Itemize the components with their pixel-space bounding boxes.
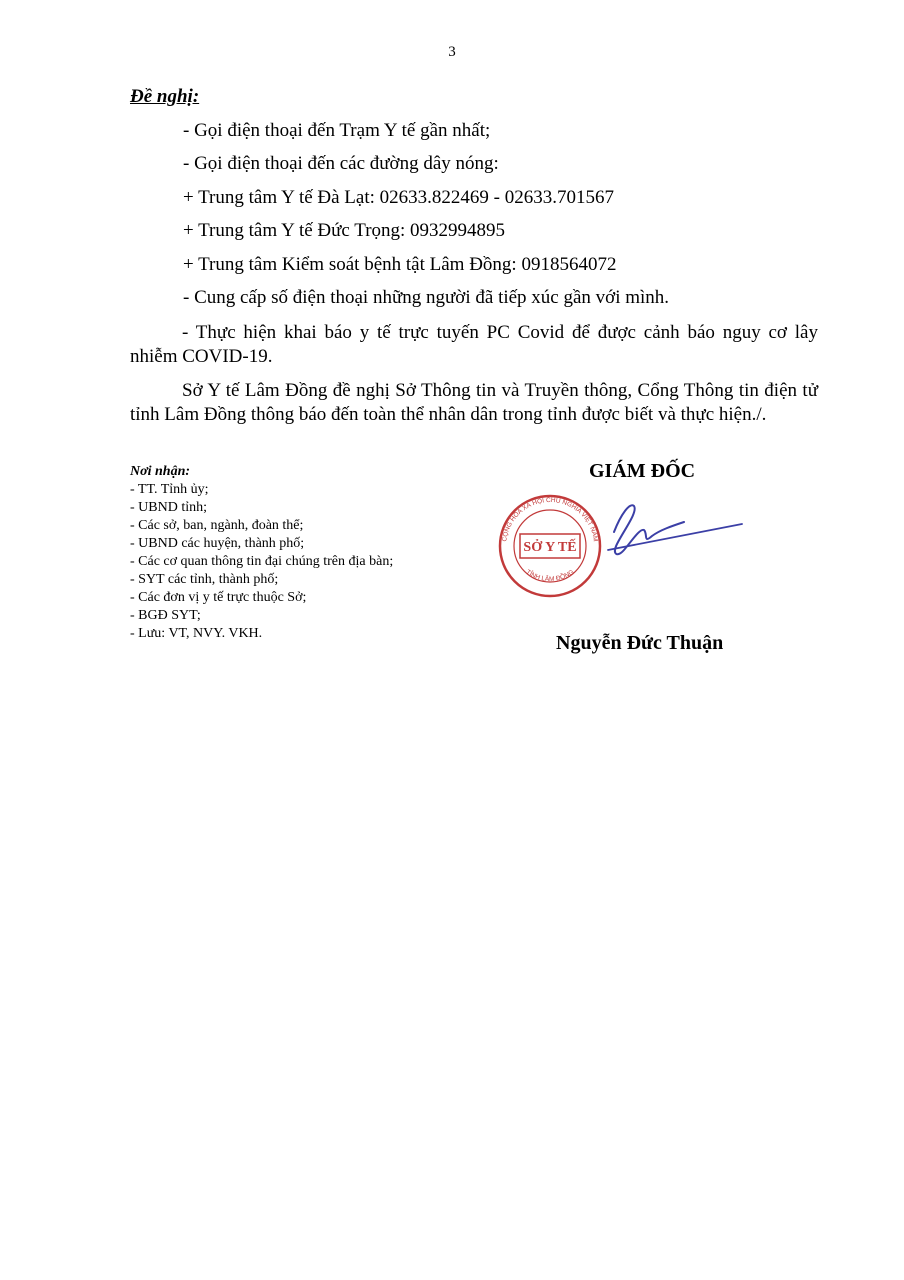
- proposal-heading: Đề nghị:: [130, 86, 200, 107]
- recipient-item: - UBND tỉnh;: [130, 500, 207, 515]
- recipient-item: - Các cơ quan thông tin đại chúng trên địa bàn;: [130, 554, 394, 569]
- signer-title: GIÁM ĐỐC: [589, 460, 696, 482]
- proposal-item-hotline-dalat: + Trung tâm Y tế Đà Lạt: 02633.822469 - 02633.701567: [183, 187, 614, 208]
- recipient-item: - UBND các huyện, thành phố;: [130, 536, 305, 551]
- recipient-item: - Lưu: VT, NVY. VKH.: [130, 626, 263, 641]
- page-number: 3: [448, 44, 456, 60]
- stamp-ring-text: CỘNG HÒA XÃ HỘI CHỦ NGHĨA VIỆT NAM: [501, 496, 599, 543]
- proposal-item-call-station: - Gọi điện thoại đến Trạm Y tế gần nhất;: [183, 120, 491, 141]
- recipient-item: - Các sở, ban, ngành, đoàn thể;: [130, 518, 304, 533]
- closing-paragraph: Sở Y tế Lâm Đồng đề nghị Sở Thông tin và Truyền thông, Cổng Thông tin điện tử tỉnh Lâm Đồng thông báo đến toàn thể nhân dân trong tỉnh được biết và thực hiện./.: [130, 380, 818, 425]
- proposal-item-hotline-ductrong: + Trung tâm Y tế Đức Trọng: 0932994895: [183, 220, 506, 241]
- signer-name: Nguyễn Đức Thuận: [556, 632, 724, 654]
- recipients-list: [130, 481, 393, 643]
- official-stamp-and-signature: [496, 492, 746, 602]
- proposal-item-contacts: - Cung cấp số điện thoại những người đã tiếp xúc gần với mình.: [183, 287, 670, 308]
- recipient-item: - Các đơn vị y tế trực thuộc Sở;: [130, 590, 307, 605]
- recipient-item: - TT. Tỉnh ủy;: [130, 482, 209, 497]
- handwritten-signature-icon: [608, 505, 742, 554]
- recipient-item: - BGĐ SYT;: [130, 608, 201, 623]
- proposal-item-hotline-cdc: + Trung tâm Kiểm soát bệnh tật Lâm Đồng: 0918564072: [183, 254, 617, 275]
- recipient-item: - SYT các tỉnh, thành phố;: [130, 572, 279, 587]
- signature-stroke-tail: [608, 524, 742, 550]
- recipients-title: Nơi nhận:: [130, 464, 191, 479]
- stamp-bottom-text: TỈNH LÂM ĐỒNG: [524, 568, 576, 584]
- recipients-block: [130, 463, 393, 643]
- stamp-center-text: SỞ Y TẾ: [523, 540, 577, 555]
- stamp-icon: [500, 495, 600, 596]
- proposal-item-hotlines: - Gọi điện thoại đến các đường dây nóng:: [183, 153, 499, 174]
- proposal-item-declare: - Thực hiện khai báo y tế trực tuyến PC Covid để được cảnh báo nguy cơ lây nhiễm COVID-19.: [130, 322, 818, 367]
